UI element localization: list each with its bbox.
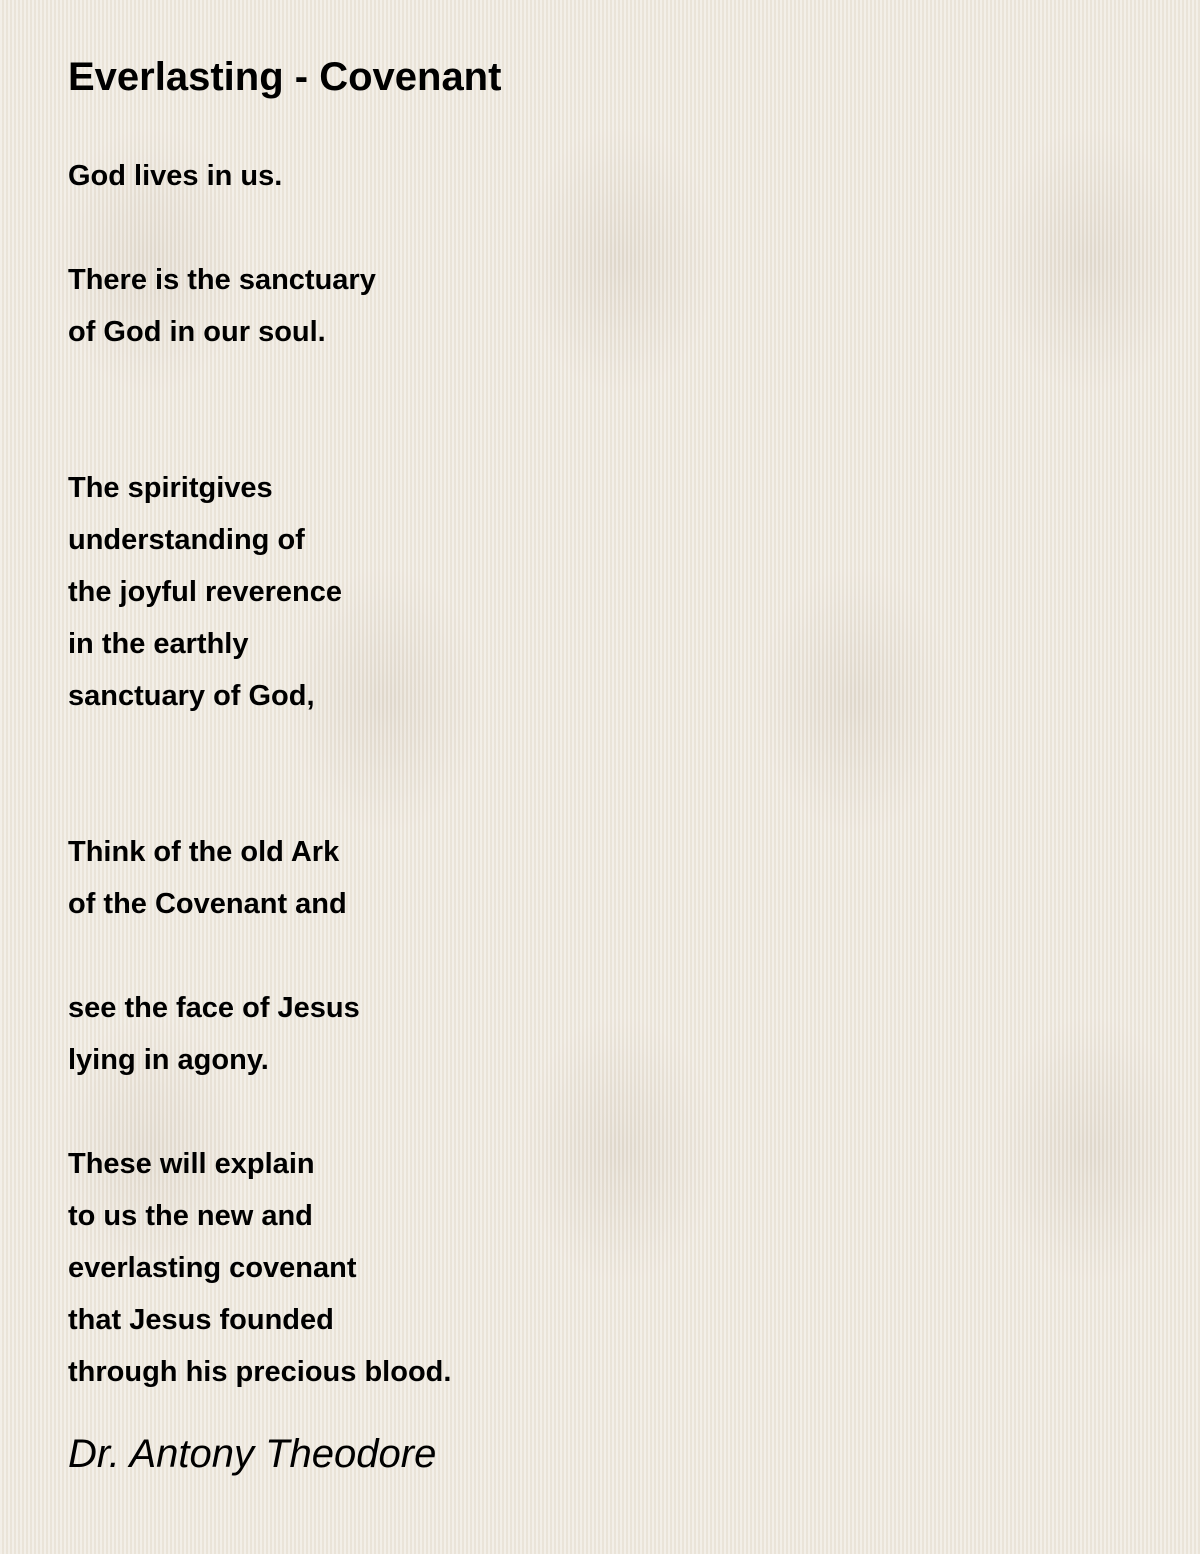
poem-line: lying in agony. <box>68 1044 269 1076</box>
poem-line-blank <box>68 930 1148 982</box>
poem-line: of God in our soul. <box>68 316 326 348</box>
poem-line: the joyful reverence <box>68 576 342 608</box>
poem-line-blank <box>68 1086 1148 1138</box>
poem-line: Think of the old Ark <box>68 836 340 868</box>
poem-line: everlasting covenant <box>68 1252 357 1284</box>
poem-line-blank <box>68 410 1148 462</box>
poem-title: Everlasting - Covenant <box>68 55 502 99</box>
poem-line: that Jesus founded <box>68 1304 334 1336</box>
poem-body <box>68 150 1148 1398</box>
poem-line: There is the sanctuary <box>68 264 376 296</box>
poem-line: through his precious blood. <box>68 1356 452 1388</box>
poem-line: see the face of Jesus <box>68 992 360 1024</box>
poem-author: Dr. Antony Theodore <box>68 1432 437 1476</box>
poem-line: in the earthly <box>68 628 249 660</box>
poem-line: to us the new and <box>68 1200 313 1232</box>
poem-line: These will explain <box>68 1148 315 1180</box>
poem-line-blank <box>68 358 1148 410</box>
poem-line: understanding of <box>68 524 305 556</box>
poem-line-blank <box>68 202 1148 254</box>
poem-line-blank <box>68 722 1148 774</box>
poem-line: God lives in us. <box>68 160 283 192</box>
poem-line: sanctuary of God, <box>68 680 315 712</box>
poem-line-blank <box>68 774 1148 826</box>
poem-line: of the Covenant and <box>68 888 347 920</box>
poem-line: The spiritgives <box>68 472 273 504</box>
poem-page <box>68 52 1148 1480</box>
